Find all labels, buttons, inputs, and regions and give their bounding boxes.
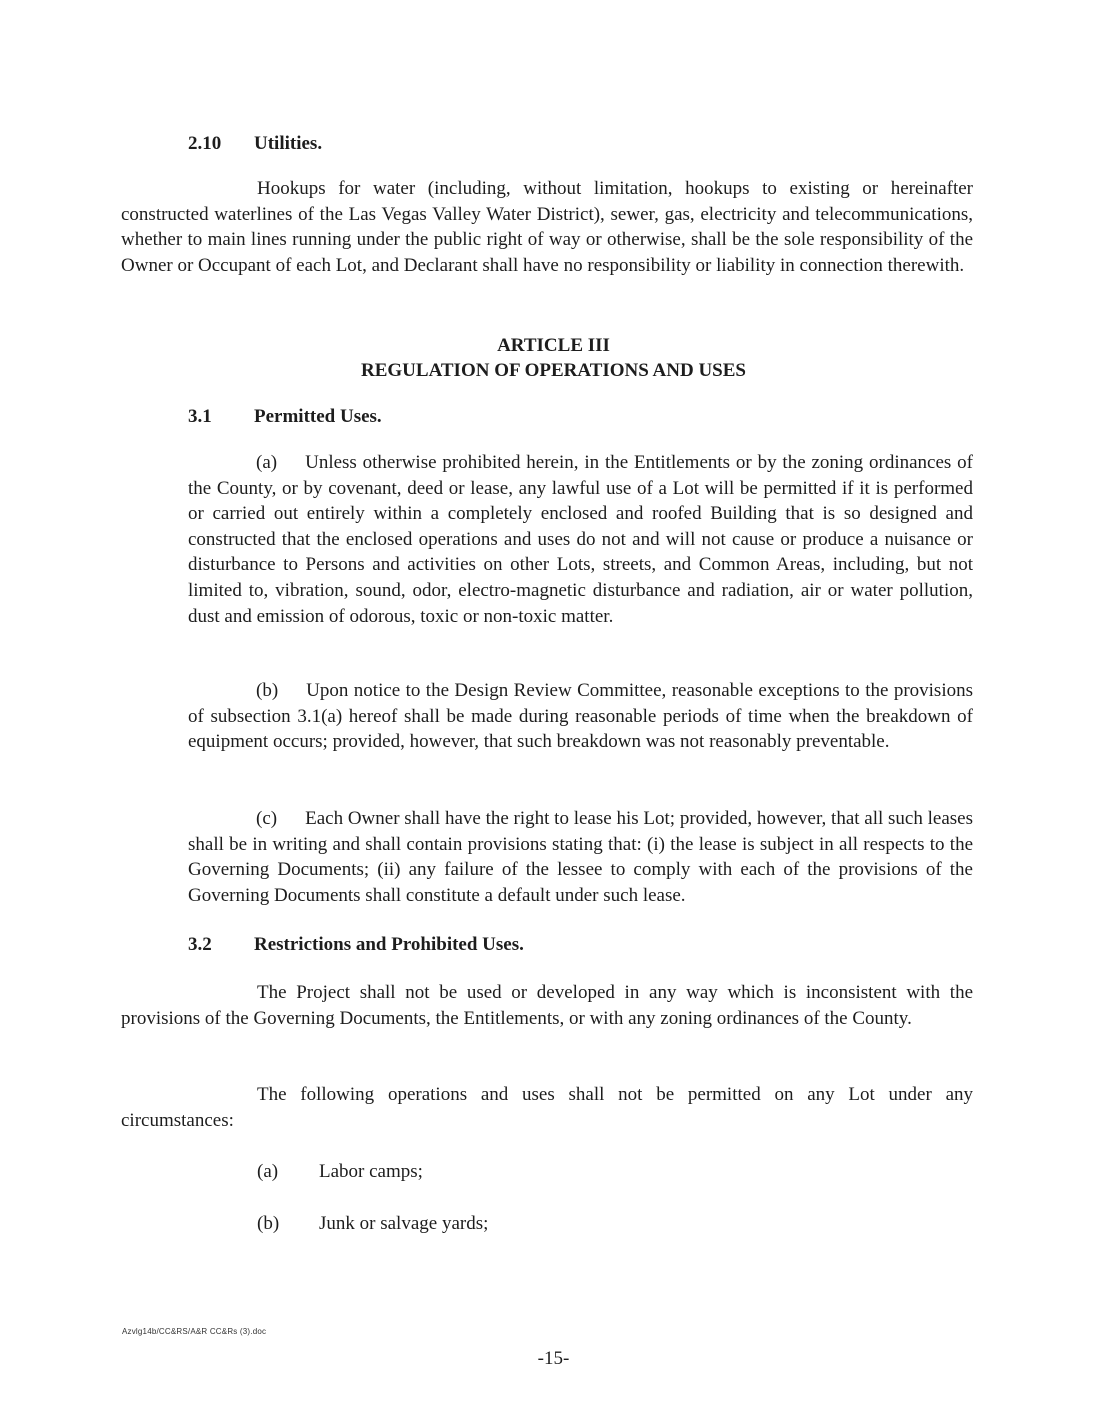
- section-title: Permitted Uses.: [254, 406, 382, 427]
- item-text: Each Owner shall have the right to lease his Lot; provided, however, that all such leases shall be in writing and shall contain provisions stating that: (i) the lease is subject in all respects to the Governing Documents; (ii) any failure of the lessee to comply with each of the provisions of the Governing Documents shall constitute a default under such lease.: [188, 808, 973, 906]
- section-heading-3-1: [188, 404, 588, 430]
- section-2-10-body: Hookups for water (including, without limitation, hookups to existing or hereinafter constructed waterlines of the Las Vegas Valley Water District), sewer, gas, electricity and telecommunications, whether to main lines running under the public right of way or otherwise, shall be the sole responsibility of the Owner or Occupant of each Lot, and Declarant shall have no responsibility or liability in connection therewith.: [121, 178, 973, 276]
- item-label: (b): [256, 680, 279, 701]
- section-3-2-body-1: The Project shall not be used or developed in any way which is inconsistent with the provisions of the Governing Documents, the Entitlements, or with any zoning ordinances of the County.: [121, 982, 973, 1029]
- subsection-3-1-b: [188, 678, 973, 755]
- item-label: (c): [256, 808, 278, 829]
- item-label: (b): [257, 1213, 280, 1234]
- item-label: (a): [257, 1161, 279, 1182]
- subsection-3-1-a: [188, 450, 973, 629]
- item-text: Junk or salvage yards;: [319, 1213, 489, 1234]
- page-number: -15-: [537, 1348, 570, 1369]
- section-title: Utilities.: [254, 133, 323, 154]
- section-heading-3-2: [188, 932, 688, 958]
- section-title: Restrictions and Prohibited Uses.: [254, 934, 524, 955]
- document-file-path: Azvlg14b/CC&RS/A&R CC&Rs (3).doc: [122, 1327, 267, 1336]
- section-number: 3.1: [188, 406, 212, 427]
- section-heading-2-10: [188, 131, 588, 157]
- article-title: REGULATION OF OPERATIONS AND USES: [361, 360, 746, 381]
- article-label: ARTICLE III: [497, 335, 610, 356]
- section-number: 2.10: [188, 133, 222, 154]
- item-label: (a): [256, 452, 278, 473]
- section-number: 3.2: [188, 934, 212, 955]
- item-text: Unless otherwise prohibited herein, in the Entitlements or by the zoning ordinances of the County, or by covenant, deed or lease, any lawful use of a Lot will be permitted if it is performed or carried out entirely within a completely enclosed and roofed Building that is so designed and constructed that the enclosed operations and uses do not and will not cause or produce a nuisance or disturbance to Persons and activities on other Lots, streets, and Common Areas, including, but not limited to, vibration, sound, odor, electro-magnetic disturbance and radiation, air or water pollution, dust and emission of odorous, toxic or non-toxic matter.: [188, 452, 973, 627]
- item-text: Labor camps;: [319, 1161, 423, 1182]
- subsection-3-1-c: [188, 806, 973, 908]
- section-3-2-body-2: The following operations and uses shall not be permitted on any Lot under any circumstances:: [121, 1084, 973, 1131]
- item-text: Upon notice to the Design Review Committee, reasonable exceptions to the provisions of subsection 3.1(a) hereof shall be made during reasonable periods of time when the breakdown of equipment occurs; provided, however, that such breakdown was not reasonably preventable.: [188, 680, 973, 753]
